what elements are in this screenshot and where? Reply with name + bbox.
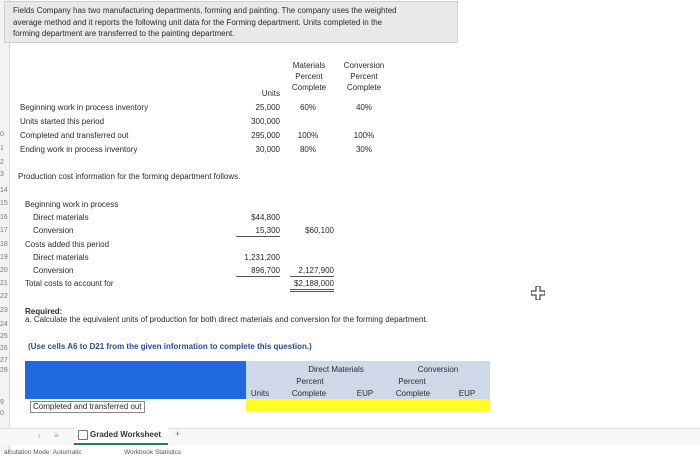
tab-graded-worksheet[interactable]: [74, 428, 168, 445]
materials-pct[interactable]: 60%: [299, 103, 316, 112]
materials-header: [285, 60, 333, 93]
units-header: Units: [261, 89, 280, 98]
row-number[interactable]: 26: [0, 345, 8, 352]
row-number[interactable]: 14: [0, 187, 8, 194]
worksheet-icon: [78, 430, 88, 440]
units-value[interactable]: 25,000: [255, 103, 280, 112]
added-label[interactable]: Costs added this period: [25, 240, 110, 249]
answer-input-row[interactable]: [246, 399, 490, 412]
dm-header[interactable]: Direct Materials: [308, 365, 364, 374]
dm-complete[interactable]: Complete: [291, 389, 327, 398]
dm2-label[interactable]: Direct materials: [33, 253, 89, 262]
completed-transferred-label[interactable]: Completed and transferred out: [30, 401, 145, 413]
status-bar: [0, 446, 700, 458]
conv2-label[interactable]: Conversion: [33, 266, 74, 275]
row-number[interactable]: 22: [0, 293, 8, 300]
row-label[interactable]: Ending work in process inventory: [20, 145, 138, 154]
row-number[interactable]: 24: [0, 321, 8, 328]
conv2-value[interactable]: 896,700: [236, 265, 280, 277]
calc-mode-status[interactable]: alculation Mode: Automatic: [4, 449, 82, 456]
conversion-header[interactable]: Conversion: [417, 365, 459, 374]
conv-label[interactable]: Conversion: [33, 226, 74, 235]
conv-value[interactable]: 15,300: [236, 225, 280, 237]
row-number[interactable]: 27: [0, 357, 8, 364]
header-text: Percent: [295, 72, 323, 81]
required-title[interactable]: Required:: [25, 307, 63, 316]
problem-description-box: [4, 1, 458, 43]
header-text: Percent: [350, 72, 378, 81]
workbook-statistics[interactable]: Workbook Statistics: [124, 449, 181, 456]
row-number[interactable]: 25: [0, 333, 8, 340]
materials-pct[interactable]: 80%: [299, 145, 316, 154]
row-number[interactable]: 2: [0, 159, 4, 166]
row-number[interactable]: 21: [0, 280, 8, 287]
cost-section-title[interactable]: Production cost information for the forming department follows.: [18, 172, 241, 181]
dm-label[interactable]: Direct materials: [33, 213, 89, 222]
row-label[interactable]: Units started this period: [20, 117, 105, 126]
total-value[interactable]: $2,188,000: [290, 278, 334, 292]
row-number[interactable]: 23: [0, 307, 8, 314]
row-number[interactable]: 0: [0, 131, 4, 138]
conversion-pct[interactable]: 30%: [355, 145, 372, 154]
instruction-note[interactable]: (Use cells A6 to D21 from the given information to complete this question.): [28, 342, 312, 351]
row-number[interactable]: 3: [0, 171, 4, 178]
header-text: Complete: [346, 83, 382, 92]
conversion-pct[interactable]: 40%: [355, 103, 372, 112]
header-text: Conversion: [343, 61, 385, 70]
row-number[interactable]: 17: [0, 227, 8, 234]
units-col-header[interactable]: Units: [250, 389, 270, 398]
bwip-total[interactable]: $60,100: [305, 226, 334, 235]
description-line: Fields Company has two manufacturing departments, forming and painting. The company uses the weighted: [13, 6, 397, 15]
required-item-a[interactable]: a. Calculate the equivalent units of production for both direct materials and conversion for the forming department.: [25, 315, 428, 324]
row-number[interactable]: 9: [0, 399, 4, 406]
dm-value[interactable]: $44,800: [251, 213, 280, 222]
sheet-nav-arrow-icon[interactable]: ›: [38, 431, 41, 440]
header-text: Complete: [291, 83, 327, 92]
units-value[interactable]: 300,000: [251, 117, 280, 126]
row-number[interactable]: 16: [0, 214, 8, 221]
conv-eup[interactable]: EUP: [458, 389, 476, 398]
description-line: forming department are transferred to the painting department.: [13, 29, 235, 38]
dm2-value[interactable]: 1,231,200: [244, 253, 280, 262]
row-number[interactable]: 15: [0, 200, 8, 207]
bwip-label[interactable]: Beginning work in process: [25, 200, 119, 209]
row-number[interactable]: 28: [0, 367, 8, 374]
row-number[interactable]: 18: [0, 241, 8, 248]
row-label[interactable]: Completed and transferred out: [20, 131, 129, 140]
materials-pct[interactable]: 100%: [297, 131, 319, 140]
units-value[interactable]: 295,000: [251, 131, 280, 140]
row-number[interactable]: 1: [0, 145, 4, 152]
tab-label: Graded Worksheet: [90, 430, 161, 439]
conversion-pct[interactable]: 100%: [353, 131, 375, 140]
added-total[interactable]: 2,127,900: [290, 265, 334, 277]
conv-percent[interactable]: Percent: [398, 377, 426, 386]
crosshair-cursor-icon: [531, 286, 545, 300]
problem-description: [13, 5, 453, 40]
header-text: Materials: [292, 61, 326, 70]
conv-complete[interactable]: Complete: [395, 389, 431, 398]
dm-eup[interactable]: EUP: [356, 389, 374, 398]
sheet-list-icon[interactable]: ≡: [54, 431, 59, 440]
total-label[interactable]: Total costs to account for: [25, 279, 114, 288]
description-line: average method and it reports the following unit data for the Forming department. Units completed in the: [13, 17, 383, 27]
row-number[interactable]: 19: [0, 254, 8, 261]
row-label[interactable]: Beginning work in process inventory: [20, 103, 149, 112]
units-value[interactable]: 30,000: [255, 145, 280, 154]
add-sheet-button[interactable]: +: [175, 429, 181, 439]
conversion-header: [340, 60, 388, 93]
dm-percent[interactable]: Percent: [296, 377, 324, 386]
row-number[interactable]: 20: [0, 267, 8, 274]
row-number[interactable]: 0: [0, 410, 4, 417]
